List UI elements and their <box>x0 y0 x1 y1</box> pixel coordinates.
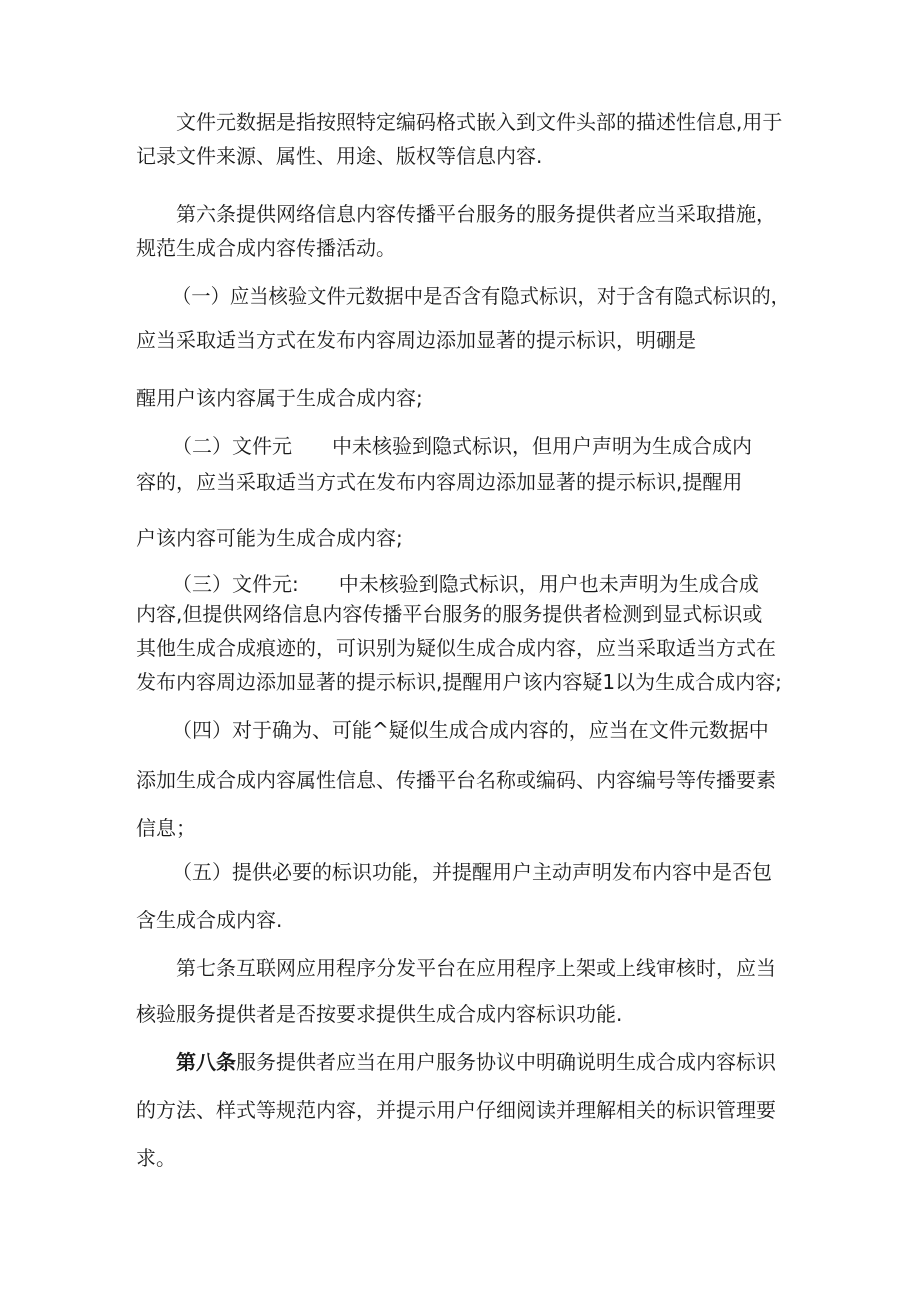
item-4-line-3: 信息； <box>136 816 196 840</box>
item-2-line-2: 容的，应当采取适当方式在发布内容周边添加显著的提示标识,提醒用 <box>136 470 743 494</box>
item-3-line-1: （三）文件元: 中未核验到隐式标识，用户也未声明为生成合成 <box>172 572 759 596</box>
item-4-line-2: 添加生成合成内容属性信息、传播平台名称或编码、内容编号等传播要素 <box>136 768 776 792</box>
article-7-line-2: 核验服务提供者是否按要求提供生成合成内容标识功能. <box>136 1002 623 1026</box>
article-8-line-2: 的方法、样式等规范内容，并提示用户仔细阅读并理解相关的标识管理要 <box>136 1098 776 1122</box>
article-6-line-1: 第六条提供网络信息内容传播平台服务的服务提供者应当采取措施， <box>176 202 776 226</box>
item-5-line-1: （五）提供必要的标识功能，并提醒用户主动声明发布内容中是否包 <box>172 860 772 884</box>
item-4-line-1: （四）对于确为、可能^疑似生成合成内容的，应当在文件元数据中 <box>172 718 769 742</box>
item-1-line-3: 醒用户该内容属于生成合成内容; <box>136 386 423 410</box>
article-7-line-1: 第七条互联网应用程序分发平台在应用程序上架或上线审核时，应当 <box>176 956 776 980</box>
article-6-line-2: 规范生成合成内容传播活动。 <box>136 236 396 260</box>
article-8-line-1 <box>176 1048 776 1076</box>
item-2-line-1: （二）文件元 中未核验到隐式标识，但用户声明为生成合成内 <box>172 434 752 458</box>
item-2-line-3: 户该内容可能为生成合成内容; <box>136 526 403 550</box>
article-8-line-1-text: 服务提供者应当在用户服务协议中明确说明生成合成内容标识 <box>236 1050 776 1074</box>
item-5-line-2: 含生成合成内容. <box>136 908 283 932</box>
item-1-line-1: （一）应当核验文件元数据中是否含有隐式标识，对于含有隐式标识的， <box>172 284 790 308</box>
article-8-line-3: 求。 <box>136 1146 176 1170</box>
article-8-heading: 第八条 <box>176 1050 236 1074</box>
item-3-line-3: 其他生成合成痕迹的，可识别为疑似生成合成内容，应当采取适当方式在 <box>136 636 776 660</box>
paragraph-1-line-1: 文件元数据是指按照特定编码格式嵌入到文件头部的描述性信息,用于 <box>176 110 783 134</box>
item-3-line-4: 发布内容周边添加显著的提示标识,提醒用户该内容疑1以为生成合成内容; <box>136 670 782 694</box>
item-1-line-2: 应当采取适当方式在发布内容周边添加显著的提示标识，明硼是 <box>136 328 696 352</box>
paragraph-1-line-2: 记录文件来源、属性、用途、版权等信息内容. <box>136 144 543 168</box>
item-3-line-2: 内容,但提供网络信息内容传播平台服务的服务提供者检测到显式标识或 <box>136 602 763 626</box>
